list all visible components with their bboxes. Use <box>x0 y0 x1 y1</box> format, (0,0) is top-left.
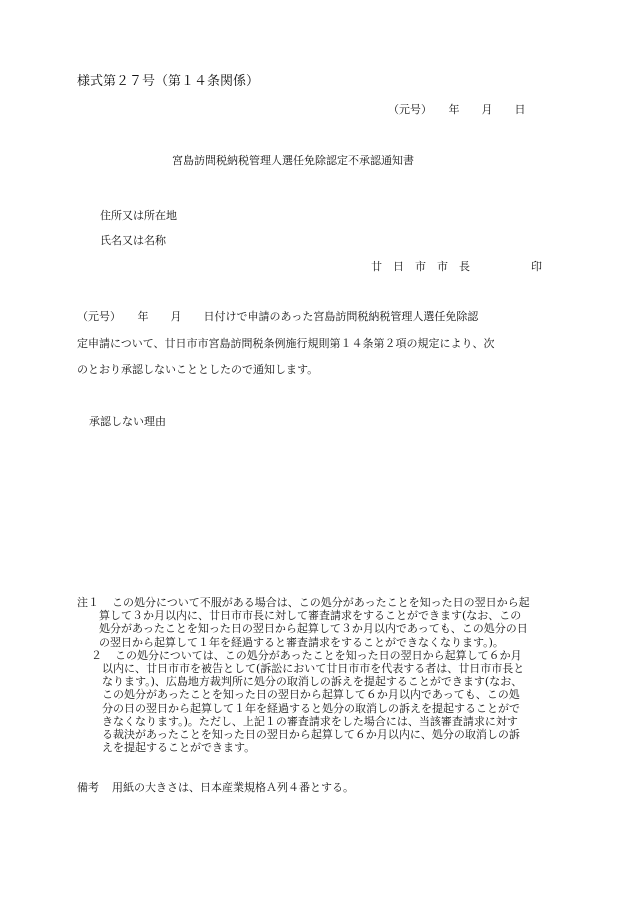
note-2 <box>77 649 530 755</box>
issuer-mayor: 廿 日 市 市 長 <box>371 260 470 273</box>
note-1-line: の翌日から起算して１年を経過すると審査請求をすることができなくなります。)。 <box>99 635 504 649</box>
note-1-line: 処分があったことを知った日の翌日から起算して３か月以内であっても、この処分の日 <box>99 622 528 636</box>
remarks-text: 用紙の大きさは、日本産業規格Ａ列４番とする。 <box>112 781 354 794</box>
body-line-3: のとおり承認しないこととしたので通知します。 <box>77 363 319 376</box>
note-1 <box>77 596 530 649</box>
note-2-line: なります。)、広島地方裁判所に処分の取消しの訴えを提起することができます(なお、 <box>102 675 523 689</box>
name-label: 氏名又は名称 <box>100 234 166 247</box>
address-label: 住所又は所在地 <box>100 209 177 222</box>
note-2-label: ２ <box>91 648 102 662</box>
seal-mark: 印 <box>531 260 542 273</box>
note-2-line: 以内に、廿日市市を被告として(訴訟において廿日市市を代表する者は、廿日市市長と <box>102 662 525 676</box>
note-2-line: えを提起することができます。 <box>102 741 256 755</box>
note-2-line: この処分があったことを知った日の翌日から起算して６か月以内であっても、この処 <box>102 688 520 702</box>
remarks-label: 備考 <box>77 781 99 794</box>
reason-label: 承認しない理由 <box>89 415 166 428</box>
form-number: 様式第２７号（第１４条関係） <box>77 74 260 89</box>
body-line-2: 定申請について、廿日市市宮島訪問税条例施行規則第１４条第２項の規定により、次 <box>77 337 495 350</box>
note-2-line: この処分については、この処分があったことを知った日の翌日から起算して６か月 <box>115 648 522 662</box>
note-2-line: る裁決があったことを知った日の翌日から起算して６か月以内に、処分の取消しの訴 <box>102 728 520 742</box>
date-line: （元号） 年 月 日 <box>388 103 526 116</box>
note-1-line: 算して３か月以内に、廿日市市長に対して審査請求をすることができます(なお、この <box>99 609 522 623</box>
note-2-line: きなくなります。)。ただし、上記１の審査請求をした場合には、当該審査請求に対す <box>102 714 518 728</box>
body-line-1: （元号） 年 月 日付けで申請のあった宮島訪問税納税管理人選任免除認 <box>77 310 479 323</box>
note-1-label: 注１ <box>77 596 99 609</box>
note-2-line: 分の日の翌日から起算して１年を経過すると処分の取消しの訴えを提起することがで <box>102 701 520 715</box>
document-title: 宮島訪問税納税管理人選任免除認定不承認通知書 <box>172 154 414 167</box>
notes-section <box>77 596 530 754</box>
note-1-line: この処分について不服がある場合は、この処分があったことを知った日の翌日から起 <box>112 596 530 609</box>
